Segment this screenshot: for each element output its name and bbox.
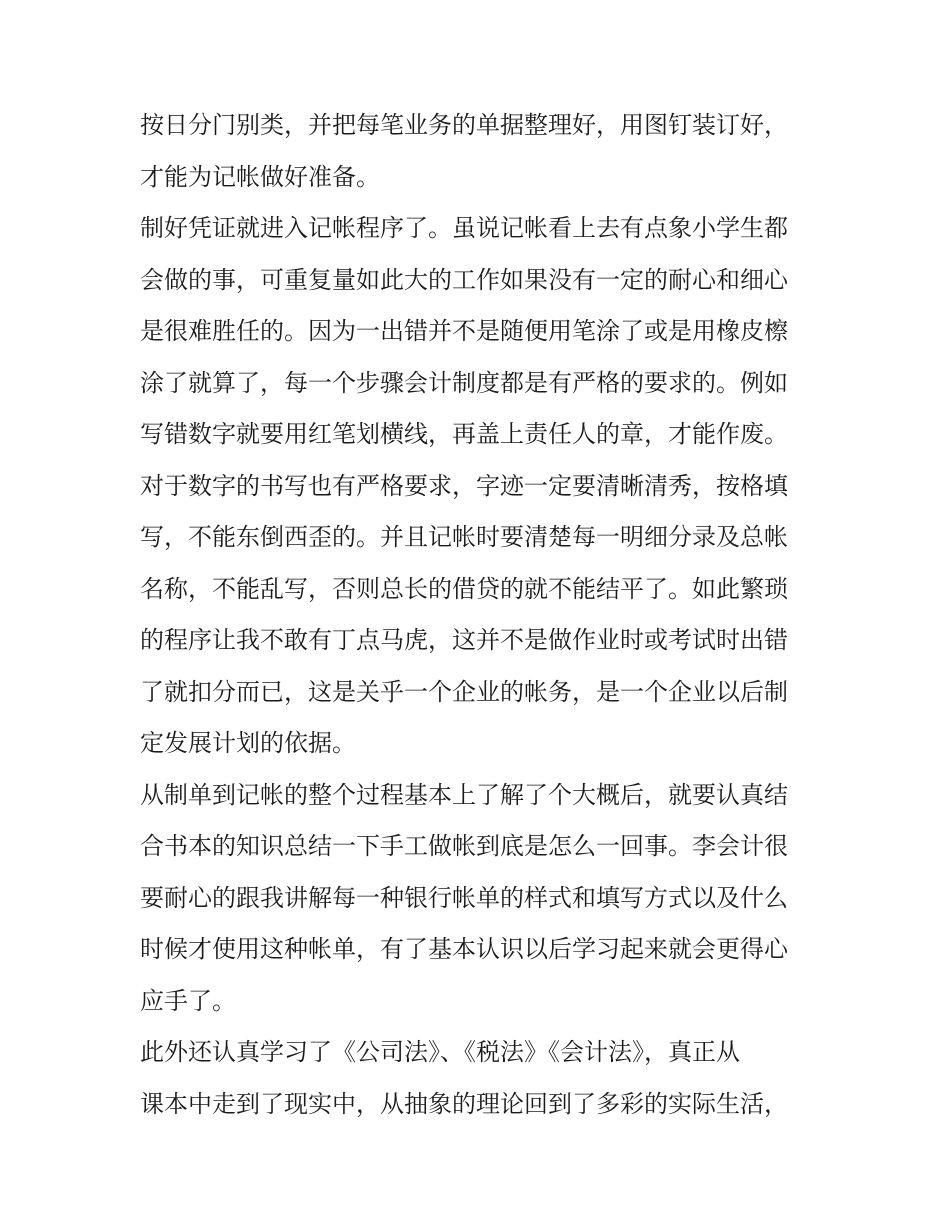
text-line: 此外还认真学习了《公司法》、《税法》《会计法》，真正从 <box>140 1038 740 1066</box>
text-line: 课本中走到了现实中，从抽象的理论回到了多彩的实际生活， <box>140 1089 788 1118</box>
text-line: 会做的事，可重复量如此大的工作如果没有一定的耐心和细心 <box>140 265 788 294</box>
body-text <box>140 100 820 1130</box>
text-line: 制好凭证就进入记帐程序了。虽说记帐看上去有点象小学生都 <box>140 214 788 242</box>
text-line: 时候才使用这种帐单，有了基本认识以后学习起来就会更得心 <box>140 935 788 963</box>
text-line: 写，不能东倒西歪的。并且记帐时要清楚每一明细分录及总帐 <box>140 523 788 551</box>
text-line: 定发展计划的依据。 <box>140 729 356 757</box>
text-line: 名称，不能乱写，否则总长的借贷的就不能结平了。如此繁琐 <box>140 574 788 603</box>
text-line: 应手了。 <box>140 986 236 1015</box>
text-line: 了就扣分而已，这是关乎一个企业的帐务，是一个企业以后制 <box>140 677 788 706</box>
text-line: 才能为记帐做好准备。 <box>140 162 380 191</box>
text-line: 按日分门别类，并把每笔业务的单据整理好，用图钉装订好， <box>140 111 788 139</box>
text-line: 涂了就算了，每一个步骤会计制度都是有严格的要求的。例如 <box>140 368 788 397</box>
text-line: 从制单到记帐的整个过程基本上了解了个大概后，就要认真结 <box>140 780 788 809</box>
text-line: 合书本的知识总结一下手工做帐到底是怎么一回事。李会计很 <box>140 832 788 860</box>
text-line: 对于数字的书写也有严格要求，字迹一定要清晰清秀，按格填 <box>140 471 788 500</box>
text-line: 要耐心的跟我讲解每一种银行帐单的样式和填写方式以及什么 <box>140 883 788 912</box>
text-line: 的程序让我不敢有丁点马虎，这并不是做作业时或考试时出错 <box>140 626 788 654</box>
text-line: 是很难胜任的。因为一出错并不是随便用笔涂了或是用橡皮檫 <box>140 317 788 345</box>
text-line: 写错数字就要用红笔划横线，再盖上责任人的章，才能作废。 <box>140 420 788 448</box>
